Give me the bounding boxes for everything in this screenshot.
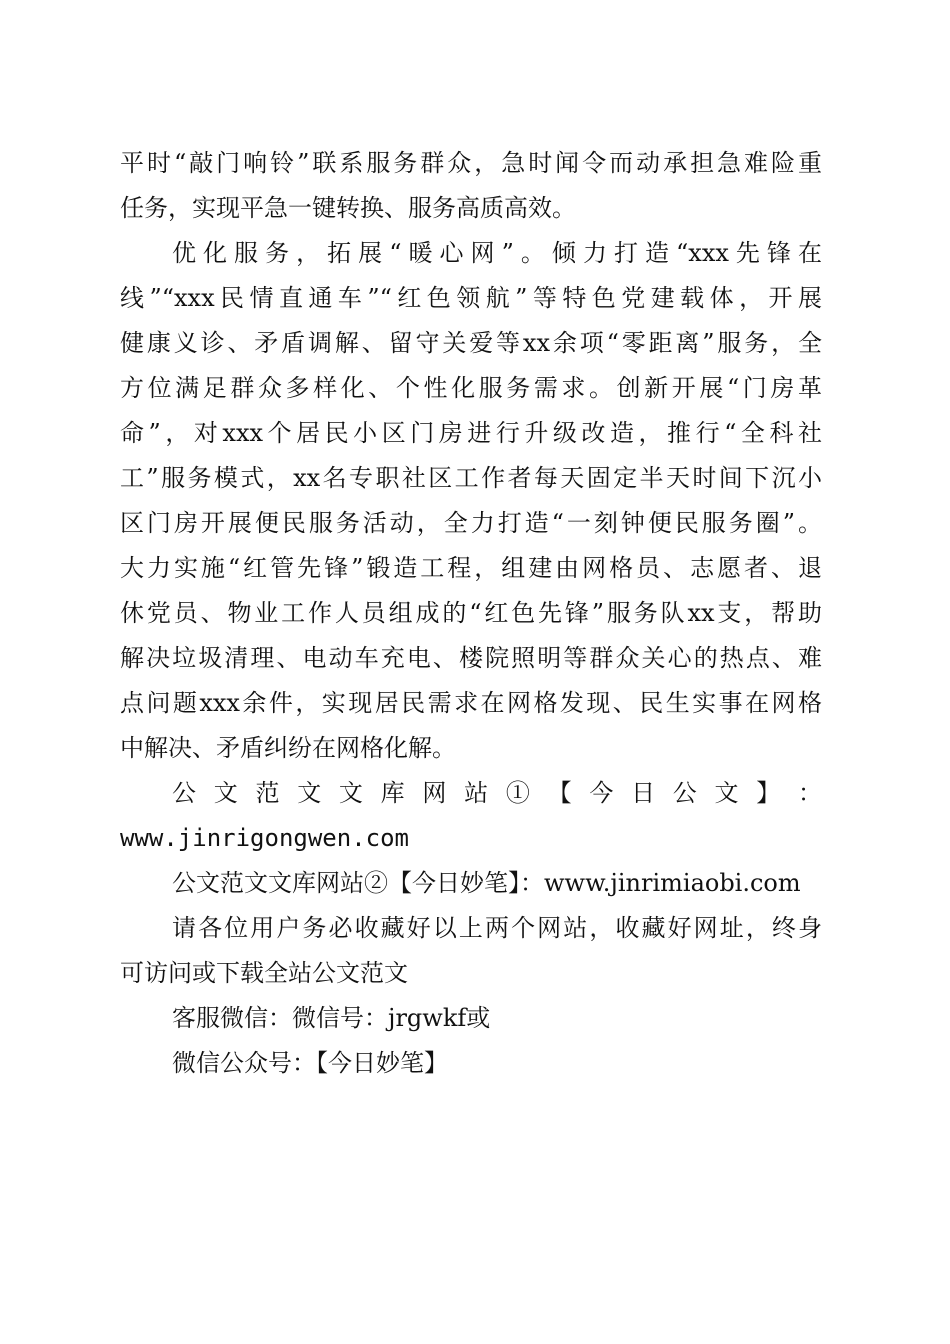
paragraph-line: 平时“敲门响铃”联系服务群众，急时闻令而动承担急难险重 bbox=[120, 149, 822, 177]
site2-line[interactable]: 公文范文文库网站②【今日妙笔】：www.jinrimiaobi.com bbox=[172, 869, 801, 897]
paragraph-line: 命”，对xxx个居民小区门房进行升级改造，推行“全科社 bbox=[120, 419, 822, 447]
paragraph-line: 方位满足群众多样化、个性化服务需求。创新开展“门房革 bbox=[120, 374, 822, 402]
paragraph-line: 线”“xxx民情直通车”“红色领航”等特色党建载体，开展 bbox=[120, 284, 822, 312]
paragraph-line: 点问题xxx余件，实现居民需求在网格发现、民生实事在网格 bbox=[120, 689, 822, 717]
paragraph-line: 休党员、物业工作人员组成的“红色先锋”服务队xx支，帮助 bbox=[120, 599, 822, 627]
paragraph-line: 解决垃圾清理、电动车充电、楼院照明等群众关心的热点、难 bbox=[120, 644, 822, 672]
paragraph-line: 区门房开展便民服务活动，全力打造“一刻钟便民服务圈”。 bbox=[120, 509, 822, 537]
paragraph-line: 任务，实现平急一键转换、服务高质高效。 bbox=[120, 194, 576, 222]
site1-url[interactable]: www.jinrigongwen.com bbox=[120, 824, 409, 852]
notice-line: 请各位用户务必收藏好以上两个网站，收藏好网址，终身 bbox=[172, 914, 822, 942]
notice-line: 可访问或下载全站公文范文 bbox=[120, 959, 408, 987]
official-account: 微信公众号：【今日妙笔】 bbox=[172, 1049, 448, 1077]
paragraph-line: 优化服务，拓展“暖心网”。倾力打造“xxx先锋在 bbox=[172, 239, 822, 267]
paragraph-line: 工”服务模式，xx名专职社区工作者每天固定半天时间下沉小 bbox=[120, 464, 822, 492]
paragraph-line: 健康义诊、矛盾调解、留守关爱等xx余项“零距离”服务，全 bbox=[120, 329, 822, 357]
site1-label: 公 文 范 文 文 库 网 站 ① 【 今 日 公 文 】 ： bbox=[172, 779, 822, 807]
service-wechat: 客服微信：微信号：jrgwkf或 bbox=[172, 1004, 491, 1032]
paragraph-line: 大力实施“红管先锋”锻造工程，组建由网格员、志愿者、退 bbox=[120, 554, 822, 582]
paragraph-line: 中解决、矛盾纠纷在网格化解。 bbox=[120, 734, 456, 762]
document-page bbox=[120, 141, 822, 1086]
